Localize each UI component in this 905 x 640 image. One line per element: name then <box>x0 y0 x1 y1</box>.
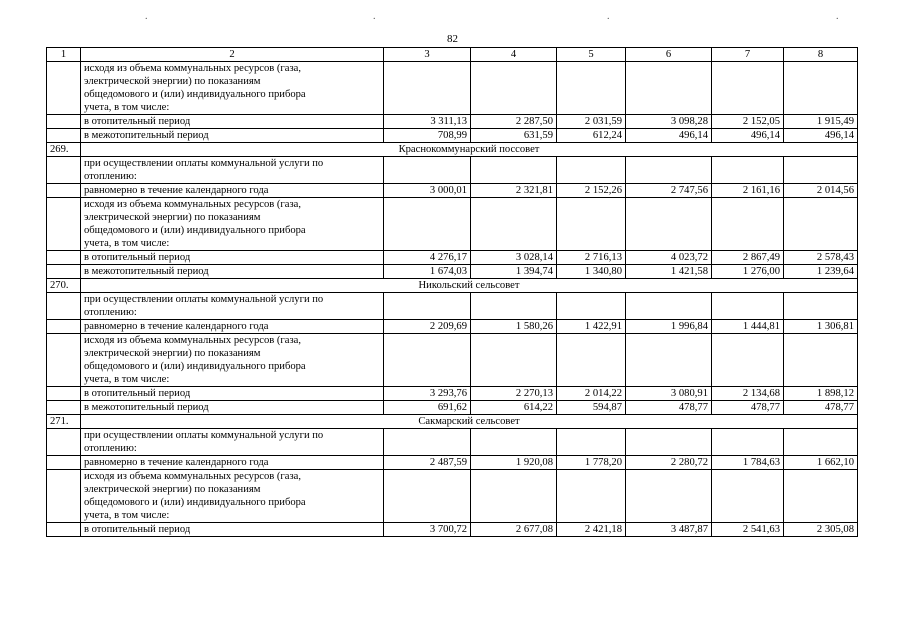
table-row <box>47 456 858 470</box>
column-header: 4 <box>471 48 557 62</box>
row-label: в межотопительный период <box>81 129 384 143</box>
value-cell: 1 444,81 <box>712 320 784 334</box>
description-line: учета, в том числе: <box>84 238 170 249</box>
blank-cell <box>784 198 858 251</box>
blank-cell <box>47 129 81 143</box>
description-line: электрической энергии) по показаниям <box>84 484 261 495</box>
blank-cell <box>384 157 471 184</box>
blank-cell <box>47 251 81 265</box>
value-cell: 2 152,05 <box>712 115 784 129</box>
blank-cell <box>557 429 626 456</box>
table-row <box>47 251 858 265</box>
blank-cell <box>784 334 858 387</box>
description-row <box>47 157 858 184</box>
description-line: учета, в том числе: <box>84 510 170 521</box>
blank-cell <box>471 293 557 320</box>
blank-cell <box>471 157 557 184</box>
blank-cell <box>47 429 81 456</box>
value-cell: 2 152,26 <box>557 184 626 198</box>
value-cell: 2 209,69 <box>384 320 471 334</box>
blank-cell <box>471 429 557 456</box>
value-cell: 691,62 <box>384 401 471 415</box>
blank-cell <box>471 198 557 251</box>
row-label: равномерно в течение календарного года <box>81 456 384 470</box>
blank-cell <box>626 62 712 115</box>
description-line: общедомового и (или) индивидуального прибора <box>84 225 306 236</box>
blank-cell <box>712 334 784 387</box>
value-cell: 1 422,91 <box>557 320 626 334</box>
blank-cell <box>557 198 626 251</box>
value-cell: 2 421,18 <box>557 523 626 537</box>
section-row <box>47 143 858 157</box>
description-line: общедомового и (или) индивидуального прибора <box>84 361 306 372</box>
value-cell: 2 280,72 <box>626 456 712 470</box>
description-row <box>47 62 858 115</box>
tariff-table <box>46 47 858 537</box>
value-cell: 3 311,13 <box>384 115 471 129</box>
blank-cell <box>384 334 471 387</box>
value-cell: 496,14 <box>784 129 858 143</box>
description-cell <box>81 334 384 387</box>
blank-cell <box>712 293 784 320</box>
value-cell: 2 677,08 <box>471 523 557 537</box>
value-cell: 612,24 <box>557 129 626 143</box>
scan-mark: . <box>607 11 610 22</box>
table-row <box>47 184 858 198</box>
value-cell: 3 080,91 <box>626 387 712 401</box>
blank-cell <box>47 387 81 401</box>
description-line: при осуществлении оплаты коммунальной услуги по <box>84 294 324 305</box>
description-row <box>47 334 858 387</box>
value-cell: 2 161,16 <box>712 184 784 198</box>
blank-cell <box>626 293 712 320</box>
row-label: в межотопительный период <box>81 265 384 279</box>
value-cell: 2 716,13 <box>557 251 626 265</box>
table-row <box>47 320 858 334</box>
blank-cell <box>557 62 626 115</box>
table-row <box>47 401 858 415</box>
blank-cell <box>384 429 471 456</box>
row-label: в отопительный период <box>81 523 384 537</box>
description-line: исходя из объема коммунальных ресурсов (газа, <box>84 471 302 482</box>
blank-cell <box>712 157 784 184</box>
blank-cell <box>557 470 626 523</box>
description-row <box>47 198 858 251</box>
value-cell: 1 920,08 <box>471 456 557 470</box>
description-line: отоплению: <box>84 443 137 454</box>
column-header: 1 <box>47 48 81 62</box>
table-row <box>47 523 858 537</box>
blank-cell <box>384 293 471 320</box>
value-cell: 478,77 <box>712 401 784 415</box>
value-cell: 708,99 <box>384 129 471 143</box>
blank-cell <box>47 523 81 537</box>
value-cell: 3 098,28 <box>626 115 712 129</box>
table-row <box>47 265 858 279</box>
blank-cell <box>471 470 557 523</box>
table-row <box>47 129 858 143</box>
blank-cell <box>626 470 712 523</box>
value-cell: 478,77 <box>626 401 712 415</box>
scan-mark: . <box>373 11 376 22</box>
column-header: 2 <box>81 48 384 62</box>
blank-cell <box>47 157 81 184</box>
row-label: равномерно в течение календарного года <box>81 184 384 198</box>
value-cell: 2 321,81 <box>471 184 557 198</box>
blank-cell <box>47 115 81 129</box>
blank-cell <box>626 198 712 251</box>
value-cell: 3 487,87 <box>626 523 712 537</box>
blank-cell <box>47 334 81 387</box>
column-header: 6 <box>626 48 712 62</box>
value-cell: 1 276,00 <box>712 265 784 279</box>
section-number: 269. <box>47 143 81 157</box>
blank-cell <box>47 62 81 115</box>
value-cell: 2 134,68 <box>712 387 784 401</box>
blank-cell <box>712 62 784 115</box>
blank-cell <box>784 293 858 320</box>
section-number: 271. <box>47 415 81 429</box>
value-cell: 1 674,03 <box>384 265 471 279</box>
value-cell: 3 000,01 <box>384 184 471 198</box>
section-title: Краснокоммунарский поссовет <box>81 143 858 157</box>
blank-cell <box>626 334 712 387</box>
column-header: 7 <box>712 48 784 62</box>
description-cell <box>81 293 384 320</box>
table-row <box>47 387 858 401</box>
column-header: 8 <box>784 48 858 62</box>
value-cell: 631,59 <box>471 129 557 143</box>
value-cell: 1 394,74 <box>471 265 557 279</box>
scan-mark: . <box>145 11 148 22</box>
blank-cell <box>784 62 858 115</box>
description-cell <box>81 198 384 251</box>
table-row <box>47 115 858 129</box>
value-cell: 2 487,59 <box>384 456 471 470</box>
description-line: при осуществлении оплаты коммунальной услуги по <box>84 158 324 169</box>
description-line: исходя из объема коммунальных ресурсов (газа, <box>84 63 302 74</box>
description-line: электрической энергии) по показаниям <box>84 212 261 223</box>
value-cell: 1 996,84 <box>626 320 712 334</box>
value-cell: 1 340,80 <box>557 265 626 279</box>
row-label: в отопительный период <box>81 387 384 401</box>
table-body <box>47 48 858 537</box>
description-line: учета, в том числе: <box>84 102 170 113</box>
blank-cell <box>557 293 626 320</box>
value-cell: 3 700,72 <box>384 523 471 537</box>
description-line: общедомового и (или) индивидуального прибора <box>84 497 306 508</box>
blank-cell <box>626 157 712 184</box>
description-row <box>47 293 858 320</box>
blank-cell <box>47 401 81 415</box>
value-cell: 1 778,20 <box>557 456 626 470</box>
blank-cell <box>47 265 81 279</box>
blank-cell <box>471 62 557 115</box>
blank-cell <box>626 429 712 456</box>
value-cell: 2 305,08 <box>784 523 858 537</box>
value-cell: 1 239,64 <box>784 265 858 279</box>
blank-cell <box>47 456 81 470</box>
blank-cell <box>47 293 81 320</box>
value-cell: 2 747,56 <box>626 184 712 198</box>
value-cell: 4 023,72 <box>626 251 712 265</box>
value-cell: 4 276,17 <box>384 251 471 265</box>
column-header: 3 <box>384 48 471 62</box>
blank-cell <box>47 320 81 334</box>
blank-cell <box>557 157 626 184</box>
value-cell: 2 287,50 <box>471 115 557 129</box>
value-cell: 1 784,63 <box>712 456 784 470</box>
description-line: при осуществлении оплаты коммунальной услуги по <box>84 430 324 441</box>
value-cell: 478,77 <box>784 401 858 415</box>
value-cell: 1 662,10 <box>784 456 858 470</box>
description-cell <box>81 429 384 456</box>
value-cell: 2 014,22 <box>557 387 626 401</box>
description-row <box>47 470 858 523</box>
blank-cell <box>557 334 626 387</box>
blank-cell <box>712 198 784 251</box>
value-cell: 496,14 <box>712 129 784 143</box>
value-cell: 2 867,49 <box>712 251 784 265</box>
value-cell: 614,22 <box>471 401 557 415</box>
description-line: исходя из объема коммунальных ресурсов (газа, <box>84 335 302 346</box>
section-title: Сакмарский сельсовет <box>81 415 858 429</box>
column-header: 5 <box>557 48 626 62</box>
value-cell: 3 028,14 <box>471 251 557 265</box>
description-line: отоплению: <box>84 307 137 318</box>
blank-cell <box>47 470 81 523</box>
value-cell: 594,87 <box>557 401 626 415</box>
value-cell: 2 270,13 <box>471 387 557 401</box>
blank-cell <box>384 198 471 251</box>
value-cell: 496,14 <box>626 129 712 143</box>
blank-cell <box>471 334 557 387</box>
value-cell: 3 293,76 <box>384 387 471 401</box>
description-line: электрической энергии) по показаниям <box>84 76 261 87</box>
table-header-row <box>47 48 858 62</box>
blank-cell <box>712 429 784 456</box>
section-number: 270. <box>47 279 81 293</box>
value-cell: 1 898,12 <box>784 387 858 401</box>
blank-cell <box>47 184 81 198</box>
description-cell <box>81 157 384 184</box>
blank-cell <box>784 429 858 456</box>
blank-cell <box>384 62 471 115</box>
description-cell <box>81 62 384 115</box>
blank-cell <box>47 198 81 251</box>
value-cell: 1 915,49 <box>784 115 858 129</box>
blank-cell <box>384 470 471 523</box>
page-number: 82 <box>447 33 458 45</box>
description-cell <box>81 470 384 523</box>
value-cell: 1 580,26 <box>471 320 557 334</box>
scan-mark: . <box>836 11 839 22</box>
section-title: Никольский сельсовет <box>81 279 858 293</box>
row-label: равномерно в течение календарного года <box>81 320 384 334</box>
blank-cell <box>784 470 858 523</box>
value-cell: 2 541,63 <box>712 523 784 537</box>
value-cell: 2 578,43 <box>784 251 858 265</box>
description-line: электрической энергии) по показаниям <box>84 348 261 359</box>
section-row <box>47 279 858 293</box>
description-line: исходя из объема коммунальных ресурсов (газа, <box>84 199 302 210</box>
blank-cell <box>712 470 784 523</box>
value-cell: 2 031,59 <box>557 115 626 129</box>
row-label: в отопительный период <box>81 251 384 265</box>
value-cell: 2 014,56 <box>784 184 858 198</box>
description-row <box>47 429 858 456</box>
blank-cell <box>784 157 858 184</box>
section-row <box>47 415 858 429</box>
row-label: в отопительный период <box>81 115 384 129</box>
description-line: учета, в том числе: <box>84 374 170 385</box>
description-line: отоплению: <box>84 171 137 182</box>
value-cell: 1 306,81 <box>784 320 858 334</box>
description-line: общедомового и (или) индивидуального прибора <box>84 89 306 100</box>
row-label: в межотопительный период <box>81 401 384 415</box>
value-cell: 1 421,58 <box>626 265 712 279</box>
